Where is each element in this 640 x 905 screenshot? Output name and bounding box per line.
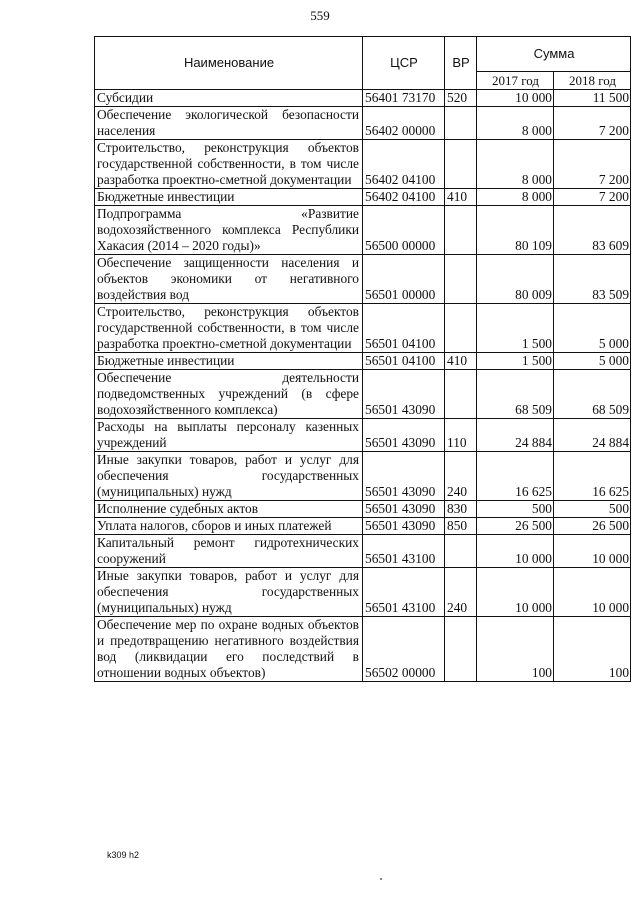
budget-table [94, 36, 631, 682]
row-name: Субсидии [95, 90, 363, 107]
row-sum-2017: 80 009 [477, 255, 554, 304]
row-sum-2018: 10 000 [554, 568, 631, 617]
row-csr: 56402 04100 [363, 189, 445, 206]
header-csr: ЦСР [363, 37, 445, 90]
row-name: Уплата налогов, сборов и иных платежей [95, 518, 363, 535]
row-sum-2018: 5 000 [554, 353, 631, 370]
row-vr: 410 [445, 353, 477, 370]
row-csr: 56501 43090 [363, 419, 445, 452]
row-vr: 240 [445, 452, 477, 501]
row-sum-2017: 1 500 [477, 353, 554, 370]
table-row [95, 353, 631, 370]
row-sum-2017: 1 500 [477, 304, 554, 353]
row-sum-2017: 10 000 [477, 568, 554, 617]
table-row [95, 140, 631, 189]
row-csr: 56502 00000 [363, 617, 445, 682]
row-sum-2018: 68 509 [554, 370, 631, 419]
row-name: Строительство, реконструкция объектов государственной собственности, в том числе разработка проектно-сметной документации [95, 304, 363, 353]
table-row [95, 419, 631, 452]
row-sum-2017: 26 500 [477, 518, 554, 535]
footer-code: k309 h2 [107, 850, 140, 860]
row-name: Обеспечение деятельности подведомственных учреждений (в сфере водохозяйственного комплекса) [95, 370, 363, 419]
row-name: Бюджетные инвестиции [95, 189, 363, 206]
row-vr [445, 206, 477, 255]
header-year-2017: 2017 год [477, 71, 554, 89]
row-sum-2017: 24 884 [477, 419, 554, 452]
table-row [95, 370, 631, 419]
row-vr: 850 [445, 518, 477, 535]
table-row [95, 617, 631, 682]
table-row [95, 535, 631, 568]
row-sum-2017: 8 000 [477, 107, 554, 140]
row-sum-2018: 11 500 [554, 90, 631, 107]
row-sum-2018: 500 [554, 501, 631, 518]
row-vr: 830 [445, 501, 477, 518]
row-vr [445, 107, 477, 140]
row-sum-2018: 100 [554, 617, 631, 682]
row-csr: 56501 43100 [363, 568, 445, 617]
row-name: Иные закупки товаров, работ и услуг для обеспечения государственных (муниципальных) нужд [95, 452, 363, 501]
row-csr: 56501 00000 [363, 255, 445, 304]
header-vr: ВР [445, 37, 477, 90]
row-csr: 56501 43100 [363, 535, 445, 568]
row-vr [445, 140, 477, 189]
row-csr: 56501 43090 [363, 518, 445, 535]
row-name: Бюджетные инвестиции [95, 353, 363, 370]
row-sum-2017: 10 000 [477, 90, 554, 107]
table-row [95, 501, 631, 518]
row-csr: 56501 43090 [363, 370, 445, 419]
row-csr: 56501 04100 [363, 304, 445, 353]
table-row [95, 452, 631, 501]
table-row [95, 304, 631, 353]
row-sum-2017: 8 000 [477, 189, 554, 206]
row-vr: 410 [445, 189, 477, 206]
scan-mark [380, 878, 382, 880]
header-name: Наименование [95, 37, 363, 90]
row-name: Обеспечение мер по охране водных объектов и предотвращению негативного воздействия вод (ликвидации его последствий в отношении водных объектов) [95, 617, 363, 682]
table-row [95, 255, 631, 304]
row-sum-2018: 5 000 [554, 304, 631, 353]
row-name: Капитальный ремонт гидротехнических сооружений [95, 535, 363, 568]
row-vr [445, 255, 477, 304]
row-vr [445, 304, 477, 353]
row-vr: 110 [445, 419, 477, 452]
row-name: Обеспечение защищенности населения и объектов экономики от негативного воздействия вод [95, 255, 363, 304]
row-vr: 240 [445, 568, 477, 617]
row-sum-2018: 16 625 [554, 452, 631, 501]
row-sum-2017: 16 625 [477, 452, 554, 501]
row-sum-2017: 500 [477, 501, 554, 518]
row-sum-2017: 100 [477, 617, 554, 682]
header-sum: Сумма [477, 37, 631, 72]
row-sum-2017: 8 000 [477, 140, 554, 189]
header-year-2018: 2018 год [554, 71, 631, 89]
row-name: Расходы на выплаты персоналу казенных учреждений [95, 419, 363, 452]
row-csr: 56402 04100 [363, 140, 445, 189]
row-sum-2018: 83 609 [554, 206, 631, 255]
row-csr: 56501 43090 [363, 452, 445, 501]
table-row [95, 206, 631, 255]
table-row [95, 90, 631, 107]
row-csr: 56500 00000 [363, 206, 445, 255]
row-sum-2018: 26 500 [554, 518, 631, 535]
row-name: Подпрограмма «Развитие водохозяйственного комплекса Республики Хакасия (2014 – 2020 годы)» [95, 206, 363, 255]
row-csr: 56402 00000 [363, 107, 445, 140]
row-vr: 520 [445, 90, 477, 107]
row-sum-2018: 24 884 [554, 419, 631, 452]
row-vr [445, 535, 477, 568]
row-sum-2017: 80 109 [477, 206, 554, 255]
row-name: Исполнение судебных актов [95, 501, 363, 518]
row-sum-2017: 68 509 [477, 370, 554, 419]
row-name: Обеспечение экологической безопасности населения [95, 107, 363, 140]
table-row [95, 107, 631, 140]
table-row [95, 568, 631, 617]
table-row [95, 518, 631, 535]
row-sum-2018: 7 200 [554, 107, 631, 140]
row-csr: 56401 73170 [363, 90, 445, 107]
row-sum-2018: 7 200 [554, 189, 631, 206]
row-sum-2018: 10 000 [554, 535, 631, 568]
row-name: Строительство, реконструкция объектов государственной собственности, в том числе разработка проектно-сметной документации [95, 140, 363, 189]
page-number: 559 [310, 8, 330, 23]
row-sum-2018: 83 509 [554, 255, 631, 304]
row-name: Иные закупки товаров, работ и услуг для обеспечения государственных (муниципальных) нужд [95, 568, 363, 617]
row-csr: 56501 43090 [363, 501, 445, 518]
row-csr: 56501 04100 [363, 353, 445, 370]
row-sum-2017: 10 000 [477, 535, 554, 568]
table-row [95, 189, 631, 206]
row-vr [445, 617, 477, 682]
row-vr [445, 370, 477, 419]
row-sum-2018: 7 200 [554, 140, 631, 189]
